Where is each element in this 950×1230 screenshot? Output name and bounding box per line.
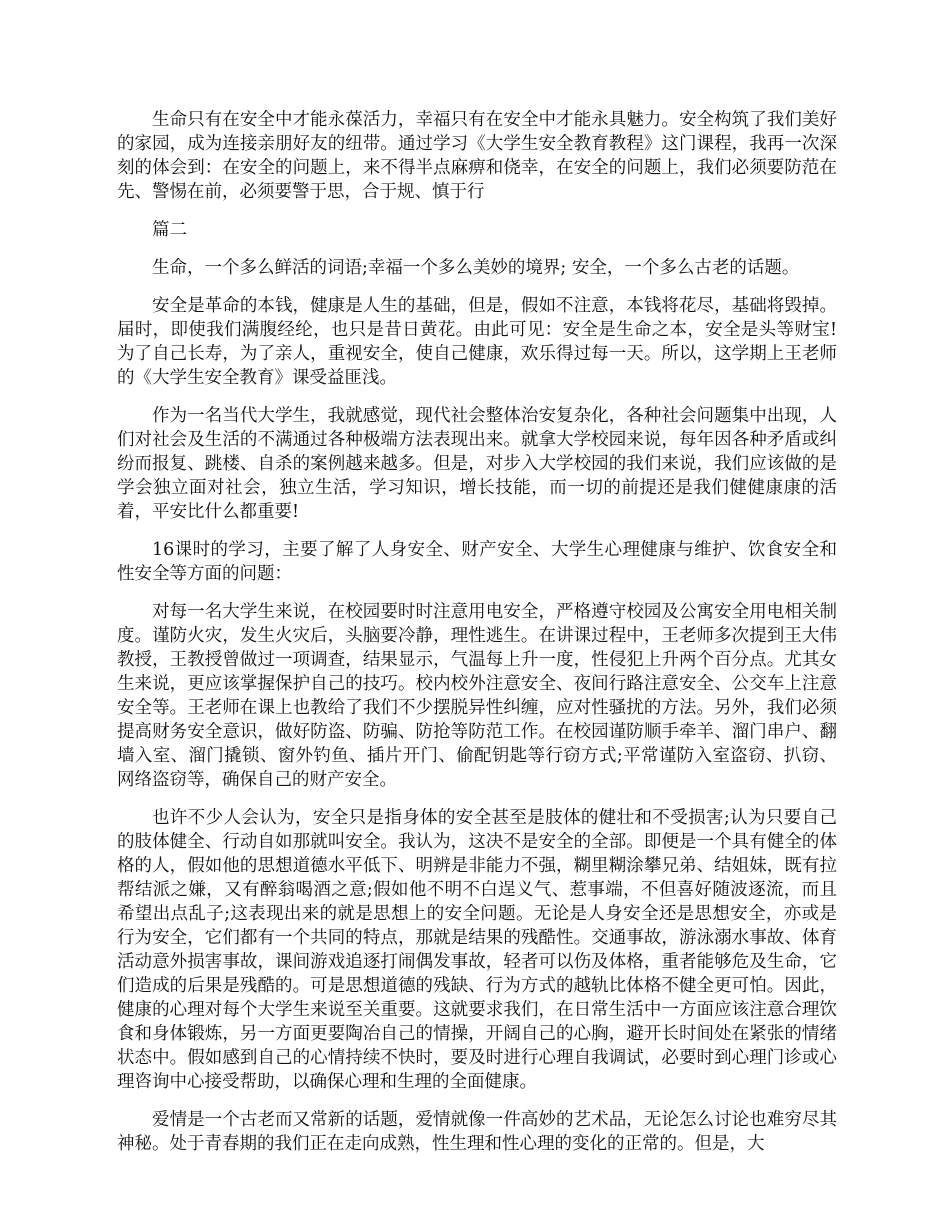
paragraph-intro: 生命只有在安全中才能永葆活力，幸福只有在安全中才能永具魅力。安全构筑了我们美好的家园，成为连接亲朋好友的纽带。通过学习《大学生安全教育教程》这门课程，我再一次深刻的体会到：在安全的问题上，来不得半点麻痹和侥幸，在安全的问题上，我们必须要防范在先、警惕在前，必须要警于思，合于规、慎于行: [117, 110, 837, 202]
paragraph: 作为一名当代大学生，我就感觉，现代社会整体治安复杂化，各种社会问题集中出现，人们对社会及生活的不满通过各种极端方法表现出来。就拿大学校园来说，每年因各种矛盾或纠纷而报复、跳楼、自杀的案例越来越多。但是，对步入大学校园的我们来说，我们应该做的是学会独立面对社会，独立生活，学习知识，增长技能，而一切的前提还是我们健健康康的活着，平安比什么都重要!: [117, 406, 837, 522]
paragraph: 安全是革命的本钱，健康是人生的基础，但是，假如不注意，本钱将花尽，基础将毁掉。届时，即使我们满腹经纶，也只是昔日黄花。由此可见：安全是生命之本，安全是头等财宝!为了自己长寿，为了亲人，重视安全，使自己健康，欢乐得过每一天。所以，这学期上王老师的《大学生安全教育》课受益匪浅。: [117, 296, 837, 388]
section-heading: 篇二: [152, 220, 187, 240]
paragraph: 16课时的学习，主要了解了人身安全、财产安全、大学生心理健康与维护、饮食安全和性安全等方面的问题：: [117, 540, 837, 584]
paragraph: 生命，一个多么鲜活的词语;幸福一个多么美妙的境界; 安全，一个多么古老的话题。: [152, 258, 800, 278]
document-page: [117, 108, 837, 1170]
paragraph: 爱情是一个古老而又常新的话题，爱情就像一件高妙的艺术品，无论怎么讨论也难穷尽其神秘。处于青春期的我们正在走向成熟，性生理和性心理的变化的正常的。但是，大: [117, 1110, 837, 1154]
paragraph: 对每一名大学生来说，在校园要时时注意用电安全，严格遵守校园及公寓安全用电相关制度。谨防火灾，发生火灾后，头脑要冷静，理性逃生。在讲课过程中，王老师多次提到王大伟教授，王教授曾做过一项调查，结果显示，气温每上升一度，性侵犯上升两个百分点。尤其女生来说，更应该掌握保护自己的技巧。校内校外注意安全、夜间行路注意安全、公交车上注意安全等。王老师在课上也教给了我们不少摆脱异性纠缠，应对性骚扰的方法。另外，我们必须提高财务安全意识，做好防盗、防骗、防抢等防范工作。在校园谨防顺手牵羊、溜门串户、翻墙入室、溜门撬锁、窗外钓鱼、插片开门、偷配钥匙等行窃方式;平常谨防入室盗窃、扒窃、网络盗窃等，确保自己的财产安全。: [117, 602, 837, 790]
paragraph: 也许不少人会认为，安全只是指身体的安全甚至是肢体的健壮和不受损害;认为只要自己的肢体健全、行动自如那就叫安全。我认为，这决不是安全的全部。即便是一个具有健全的体格的人，假如他的思想道德水平低下、明辨是非能力不强，糊里糊涂攀兄弟、结姐妹，既有拉帮结派之嫌，又有醉翁喝酒之意;假如他不明不白逞义气、惹事端，不但喜好随波逐流，而且希望出点乱子;这表现出来的就是思想上的安全问题。无论是人身安全还是思想安全，亦或是行为安全，它们都有一个共同的特点，那就是结果的残酷性。交通事故，游泳溺水事故、体育活动意外损害事故，课间游戏追逐打闹偶发事故，轻者可以伤及体格，重者能够危及生命，它们造成的后果是残酷的。可是思想道德的残缺、行为方式的越轨比体格不健全更可怕。因此，健康的心理对每个大学生来说至关重要。这就要求我们，在日常生活中一方面应该注意合理饮食和身体锻炼，另一方面更要陶冶自己的情操，开阔自己的心胸，避开长时间处在紧张的情绪状态中。假如感到自己的心情持续不快时，要及时进行心理自我调试，必要时到心理门诊或心理咨询中心接受帮助，以确保心理和生理的全面健康。: [117, 808, 837, 1092]
